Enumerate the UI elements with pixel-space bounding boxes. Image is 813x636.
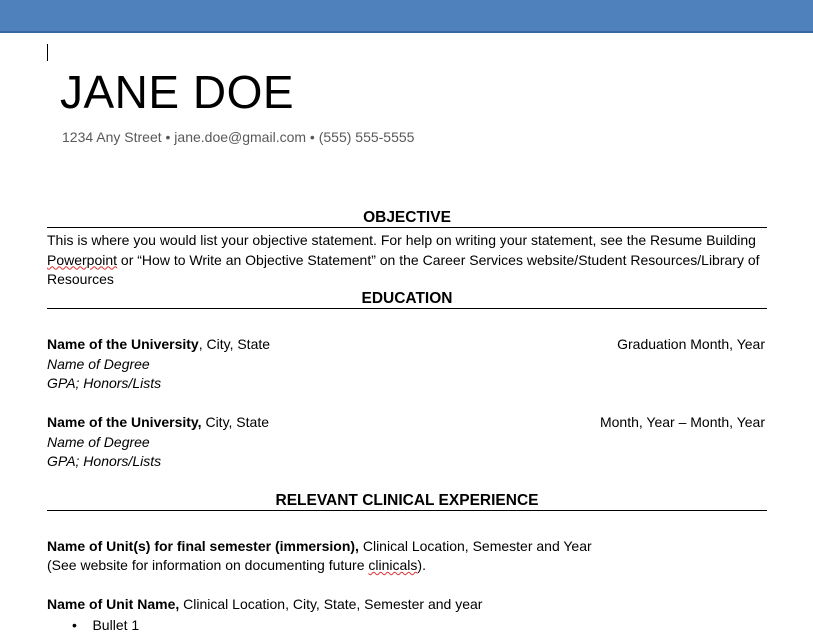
spellcheck-flagged-word[interactable]: Powerpoint <box>47 251 118 268</box>
clinical-entry-1 <box>47 537 592 557</box>
school-name: Name of the University, <box>47 414 202 430</box>
bullet-dot-icon: • <box>72 617 77 633</box>
contact-line: 1234 Any Street • jane.doe@gmail.com • (555) 555-5555 <box>62 129 415 145</box>
document-page[interactable] <box>0 33 813 633</box>
education-entry-1 <box>47 335 767 355</box>
clinical-heading: RELEVANT CLINICAL EXPERIENCE <box>47 492 767 511</box>
unit-name: Name of Unit(s) for final semester (immersion), <box>47 538 359 554</box>
objective-text-part2: or “How to Write an Objective Statement” on the Career Services website/Student Resources/Library of Resources <box>47 251 760 287</box>
degree-name: Name of Degree <box>47 356 150 372</box>
education-date: Month, Year – Month, Year <box>599 414 765 430</box>
education-heading: EDUCATION <box>47 290 767 309</box>
objective-text[interactable] <box>47 231 767 290</box>
objective-heading: OBJECTIVE <box>47 209 767 228</box>
clinical-details: Clinical Location, City, State, Semester and year <box>179 596 483 612</box>
gpa-honors: GPA; Honors/Lists <box>47 375 162 391</box>
education-date: Graduation Month, Year <box>617 336 765 352</box>
unit-name: Name of Unit Name, <box>47 596 180 612</box>
gpa-honors: GPA; Honors/Lists <box>47 453 162 469</box>
school-location: , City, State <box>198 336 271 352</box>
school-location: City, State <box>201 414 269 430</box>
clinical-details: Clinical Location, Semester and Year <box>358 538 592 554</box>
text-cursor <box>47 44 48 61</box>
spellcheck-flagged-word[interactable]: clinicals <box>368 557 418 573</box>
objective-text-part1: This is where you would list your objective statement. For help on writing your statement, see the Resume Building <box>47 232 756 248</box>
clinical-note <box>47 556 426 576</box>
school-name: Name of the University <box>47 336 199 352</box>
clinical-note-part1: (See website for information on documenting future <box>47 557 369 573</box>
clinical-entry-2 <box>47 595 482 615</box>
bullet-text: Bullet 1 <box>92 617 140 633</box>
resume-name: JANE DOE <box>60 66 295 118</box>
degree-name: Name of Degree <box>47 434 150 450</box>
bullet-item <box>72 616 139 636</box>
clinical-note-part2: ). <box>417 557 426 573</box>
window-title-bar <box>0 0 813 33</box>
education-entry-2 <box>47 413 767 433</box>
